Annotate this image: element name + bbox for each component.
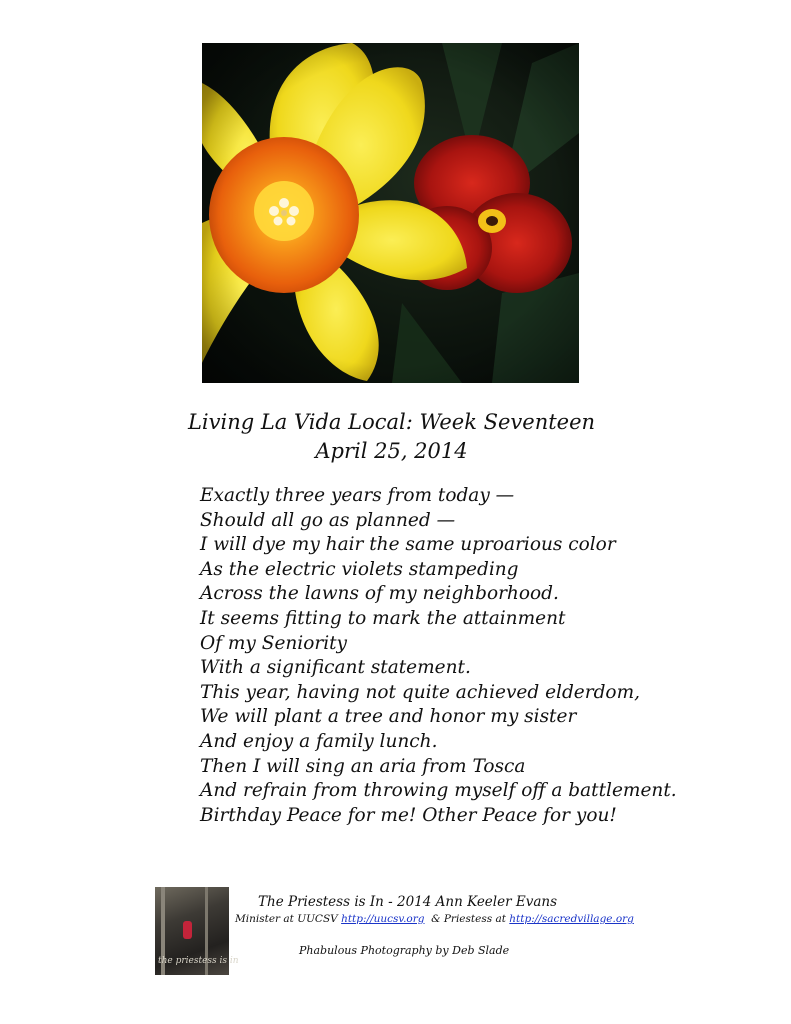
poem-line: As the electric violets stampeding: [200, 558, 519, 580]
flower-photo: [202, 43, 579, 383]
footer-minister-label: Minister at UUCSV: [235, 913, 342, 925]
uucsv-link[interactable]: http://uucsv.org: [341, 913, 425, 925]
poem-line: With a significant statement.: [200, 657, 471, 679]
poem-line: Of my Seniority: [200, 632, 348, 654]
sacredvillage-link[interactable]: http://sacredvillage.org: [509, 913, 634, 925]
footer-credit: The Priestess is In - 2014 Ann Keeler Evans: [258, 894, 558, 910]
poem-line: Exactly three years from today —: [200, 485, 515, 506]
poem-line: Then I will sing an aria from Tosca: [200, 755, 526, 777]
poem-line: Across the lawns of my neighborhood.: [200, 583, 559, 605]
poem-line: Birthday Peace for me! Other Peace for you!: [200, 804, 617, 826]
poem-line: And enjoy a family lunch.: [200, 730, 438, 752]
poem-line: And refrain from throwing myself off a battlement.: [200, 780, 677, 802]
priestess-thumbnail: [155, 887, 239, 975]
poem-body: [200, 484, 677, 828]
poem-line: It seems fitting to mark the attainment: [200, 607, 566, 629]
poem-line: This year, having not quite achieved elderdom,: [200, 681, 640, 703]
footer-affiliations: [235, 913, 634, 925]
photo-credit: Phabulous Photography by Deb Slade: [299, 944, 510, 957]
footer-priestess-label: & Priestess at: [424, 913, 510, 925]
poem-date: April 25, 2014: [315, 439, 468, 463]
poem-line: Should all go as planned —: [200, 509, 456, 531]
thumbnail-figure: [183, 921, 192, 939]
poem-line: We will plant a tree and honor my sister: [200, 706, 577, 728]
poem-line: I will dye my hair the same uproarious color: [200, 534, 616, 556]
poem-title: Living La Vida Local: Week Seventeen: [187, 410, 596, 434]
thumbnail-caption: the priestess is in: [158, 956, 239, 966]
daffodil-pansy-illustration: [202, 43, 579, 383]
